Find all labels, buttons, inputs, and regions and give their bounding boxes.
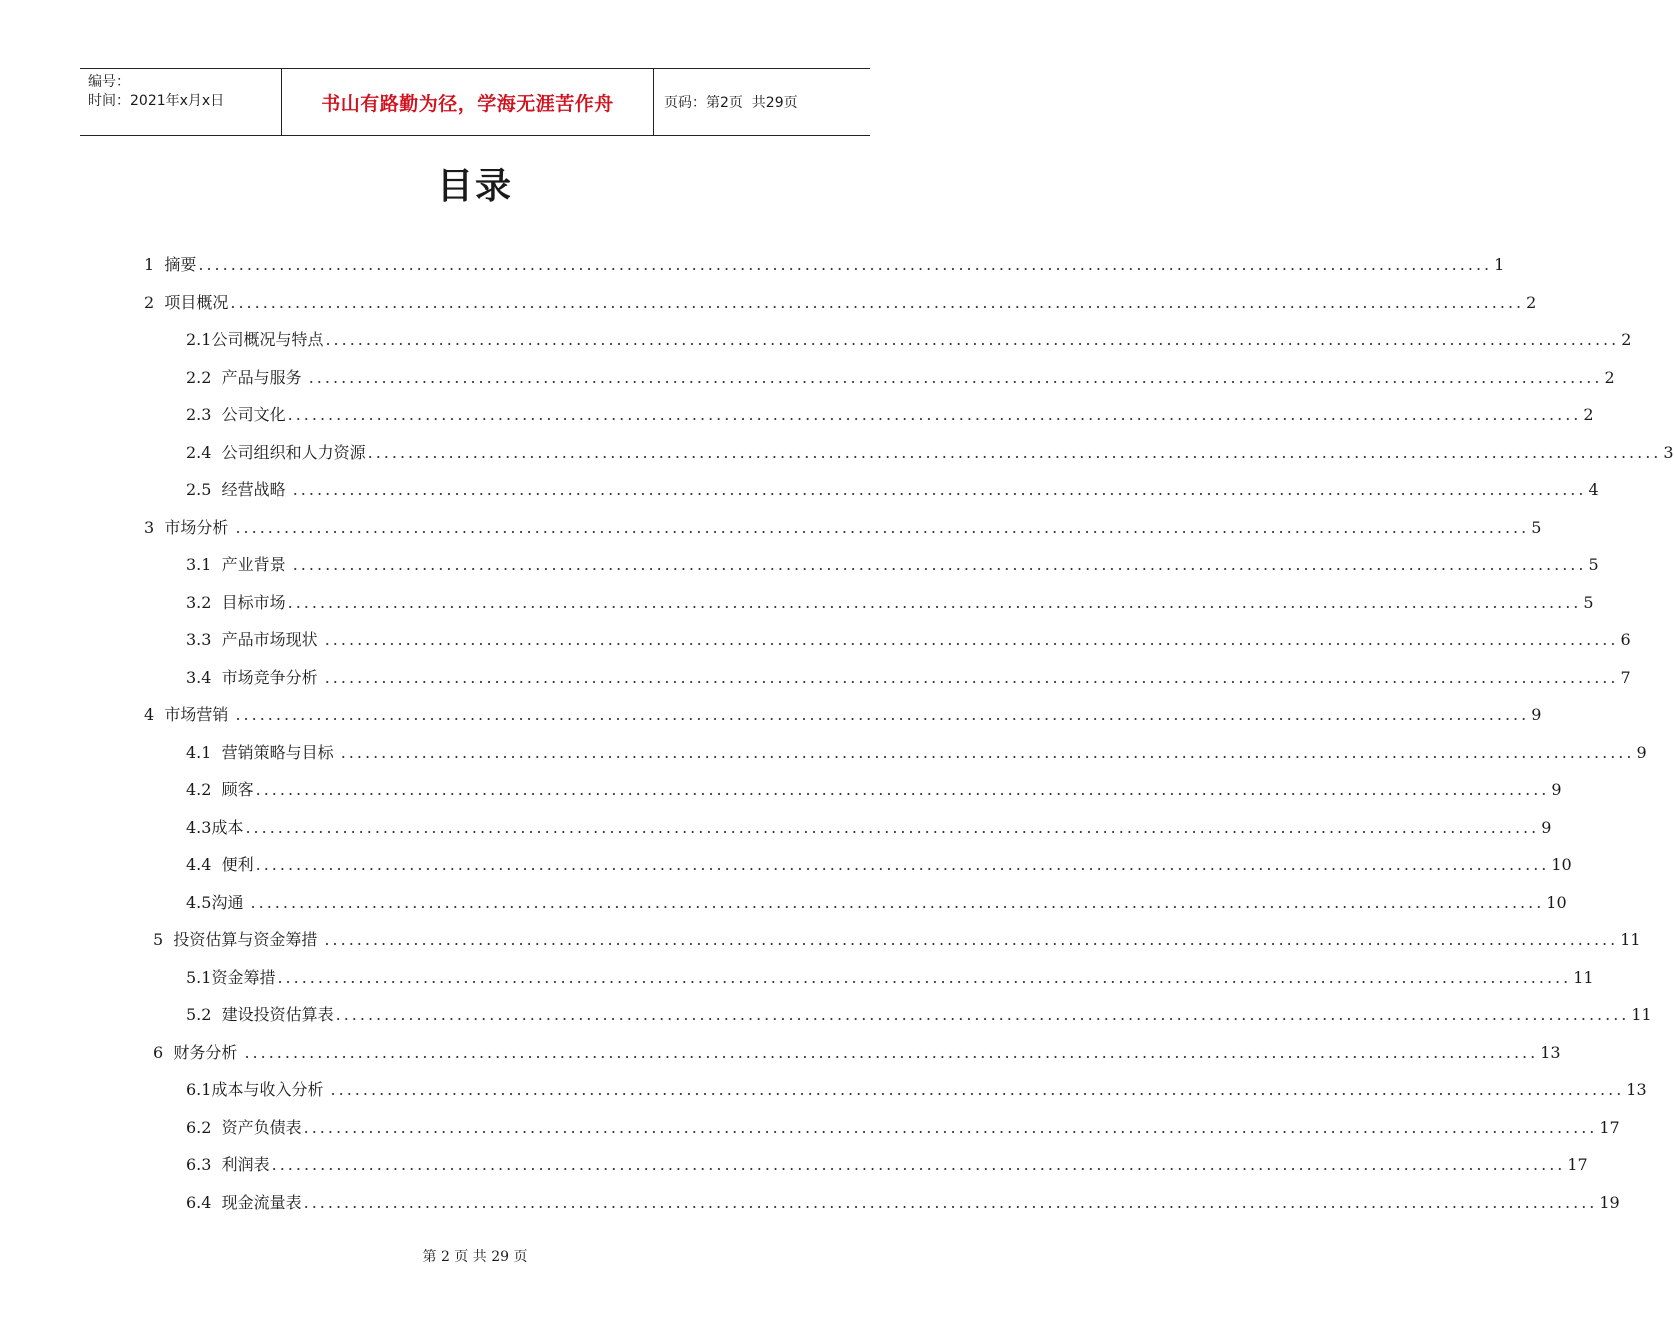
toc-dot-leader: ................................................................................................................................................................ <box>340 743 1635 762</box>
toc-entry-label: 2.5 经营战略 <box>186 480 291 499</box>
toc-dot-leader: ................................................................................................................................................................ <box>292 555 1587 574</box>
toc-entry[interactable] <box>186 667 1631 689</box>
toc-entry-label: 6.3 利润表 <box>186 1155 270 1174</box>
toc-entry[interactable] <box>186 854 1572 876</box>
toc-entry-page-number: 4 <box>1588 480 1599 499</box>
toc-entry-page-number: 5 <box>1531 518 1542 537</box>
toc-entry-page-number: 17 <box>1599 1118 1620 1137</box>
toc-entry-label: 6.2 资产负债表 <box>186 1118 302 1137</box>
toc-dot-leader: ................................................................................................................................................................ <box>287 405 1582 424</box>
toc-entry-label: 4.2 顾客 <box>186 780 254 799</box>
toc-entry-label: 3.3 产品市场现状 <box>186 630 323 649</box>
toc-dot-leader: ................................................................................................................................................................ <box>244 1043 1539 1062</box>
toc-entry-page-number: 9 <box>1541 818 1552 837</box>
toc-entry[interactable] <box>186 404 1594 426</box>
toc-entry[interactable] <box>153 1042 1561 1064</box>
toc-entry-label: 4.5沟通 <box>186 893 249 912</box>
toc-dot-leader: ................................................................................................................................................................ <box>335 1005 1630 1024</box>
toc-entry[interactable] <box>186 629 1631 651</box>
toc-entry-label: 1 摘要 <box>144 255 197 274</box>
toc-dot-leader: ................................................................................................................................................................ <box>324 668 1619 687</box>
page-footer: 第 2 页 共 29 页 <box>422 1249 528 1265</box>
toc-entry[interactable] <box>186 367 1615 389</box>
toc-entry[interactable] <box>186 1154 1588 1176</box>
toc-dot-leader: ................................................................................................................................................................ <box>330 1080 1625 1099</box>
toc-entry-page-number: 17 <box>1567 1155 1588 1174</box>
toc-entry-page-number: 9 <box>1636 743 1647 762</box>
toc-entry-page-number: 13 <box>1626 1080 1647 1099</box>
toc-entry[interactable] <box>186 892 1567 914</box>
toc-entry-label: 5.2 建设投资估算表 <box>186 1005 334 1024</box>
toc-entry-label: 2.2 产品与服务 <box>186 368 307 387</box>
motto-text: 书山有路勤为径，学海无涯苦作舟 <box>321 92 614 115</box>
toc-entry-label: 2 项目概况 <box>144 293 229 312</box>
toc-entry-label: 2.3 公司文化 <box>186 405 286 424</box>
toc-entry[interactable] <box>186 479 1599 501</box>
header-page-info: 页码：第2页 共29页 <box>664 95 798 111</box>
toc-entry-label: 6 财务分析 <box>153 1043 243 1062</box>
toc-dot-leader: ................................................................................................................................................................ <box>292 480 1587 499</box>
toc-entry-label: 2.4 公司组织和人力资源 <box>186 443 366 462</box>
toc-entry[interactable] <box>186 554 1599 576</box>
toc-entry-page-number: 10 <box>1546 893 1567 912</box>
toc-entry-label: 6.1成本与收入分析 <box>186 1080 329 1099</box>
toc-entry-page-number: 9 <box>1531 705 1542 724</box>
toc-entry[interactable] <box>186 442 1674 464</box>
toc-entry-page-number: 19 <box>1599 1193 1620 1212</box>
toc-entry[interactable] <box>144 704 1542 726</box>
toc-entry-page-number: 5 <box>1588 555 1599 574</box>
toc-entry[interactable] <box>144 292 1537 314</box>
toc-entry-label: 4.1 营销策略与目标 <box>186 743 339 762</box>
toc-entry-page-number: 9 <box>1551 780 1562 799</box>
toc-entry-page-number: 7 <box>1620 668 1631 687</box>
toc-dot-leader: ................................................................................................................................................................ <box>287 593 1582 612</box>
toc-entry-label: 3.4 市场竞争分析 <box>186 668 323 687</box>
toc-entry[interactable] <box>153 929 1641 951</box>
toc-entry[interactable] <box>186 329 1632 351</box>
toc-entry-page-number: 6 <box>1620 630 1631 649</box>
toc-entry[interactable] <box>144 254 1505 276</box>
toc-dot-leader: ................................................................................................................................................................ <box>255 855 1550 874</box>
toc-entry-label: 5 投资估算与资金筹措 <box>153 930 323 949</box>
toc-entry[interactable] <box>186 967 1594 989</box>
toc-entry-label: 4.3成本 <box>186 818 244 837</box>
toc-entry[interactable] <box>144 517 1542 539</box>
toc-entry[interactable] <box>186 1192 1620 1214</box>
toc-entry-page-number: 1 <box>1494 255 1505 274</box>
toc-entry-label: 3 市场分析 <box>144 518 234 537</box>
toc-entry-page-number: 11 <box>1620 930 1641 949</box>
toc-dot-leader: ................................................................................................................................................................ <box>245 818 1540 837</box>
toc-entry-label: 3.2 目标市场 <box>186 593 286 612</box>
toc-entry-label: 3.1 产业背景 <box>186 555 291 574</box>
toc-dot-leader: ................................................................................................................................................................ <box>255 780 1550 799</box>
toc-entry-page-number: 2 <box>1526 293 1537 312</box>
toc-dot-leader: ................................................................................................................................................................ <box>324 630 1619 649</box>
toc-dot-leader: ................................................................................................................................................................ <box>230 293 1525 312</box>
toc-entry-page-number: 10 <box>1551 855 1572 874</box>
page-title: 目录 <box>436 166 513 207</box>
toc-entry[interactable] <box>186 1004 1652 1026</box>
toc-dot-leader: ................................................................................................................................................................ <box>367 443 1662 462</box>
toc-entry-page-number: 13 <box>1540 1043 1561 1062</box>
toc-entry-label: 6.4 现金流量表 <box>186 1193 302 1212</box>
toc-entry-label: 5.1资金筹措 <box>186 968 276 987</box>
toc-entry-page-number: 11 <box>1631 1005 1652 1024</box>
toc-dot-leader: ................................................................................................................................................................ <box>250 893 1545 912</box>
toc-dot-leader: ................................................................................................................................................................ <box>303 1193 1598 1212</box>
number-label: 编号： <box>88 74 130 90</box>
toc-entry[interactable] <box>186 592 1594 614</box>
toc-entry-page-number: 2 <box>1621 330 1632 349</box>
toc-dot-leader: ................................................................................................................................................................ <box>198 255 1493 274</box>
toc-entry-label: 4 市场营销 <box>144 705 234 724</box>
toc-entry-page-number: 11 <box>1573 968 1594 987</box>
toc-entry-page-number: 5 <box>1583 593 1594 612</box>
toc-entry[interactable] <box>186 742 1647 764</box>
toc-dot-leader: ................................................................................................................................................................ <box>235 705 1530 724</box>
toc-entry[interactable] <box>186 1117 1620 1139</box>
toc-entry[interactable] <box>186 1079 1647 1101</box>
toc-entry-page-number: 2 <box>1583 405 1594 424</box>
toc-dot-leader: ................................................................................................................................................................ <box>308 368 1603 387</box>
toc-dot-leader: ................................................................................................................................................................ <box>303 1118 1598 1137</box>
toc-dot-leader: ................................................................................................................................................................ <box>271 1155 1566 1174</box>
toc-dot-leader: ................................................................................................................................................................ <box>235 518 1530 537</box>
toc-entry-label: 4.4 便利 <box>186 855 254 874</box>
toc-dot-leader: ................................................................................................................................................................ <box>325 330 1620 349</box>
toc-dot-leader: ................................................................................................................................................................ <box>324 930 1619 949</box>
toc-entry-page-number: 3 <box>1663 443 1674 462</box>
toc-entry[interactable] <box>186 779 1562 801</box>
toc-entry-page-number: 2 <box>1604 368 1615 387</box>
time-label: 时间：2021年x月x日 <box>88 93 225 109</box>
toc-entry[interactable] <box>186 817 1552 839</box>
toc-entry-label: 2.1公司概况与特点 <box>186 330 324 349</box>
toc-dot-leader: ................................................................................................................................................................ <box>277 968 1572 987</box>
